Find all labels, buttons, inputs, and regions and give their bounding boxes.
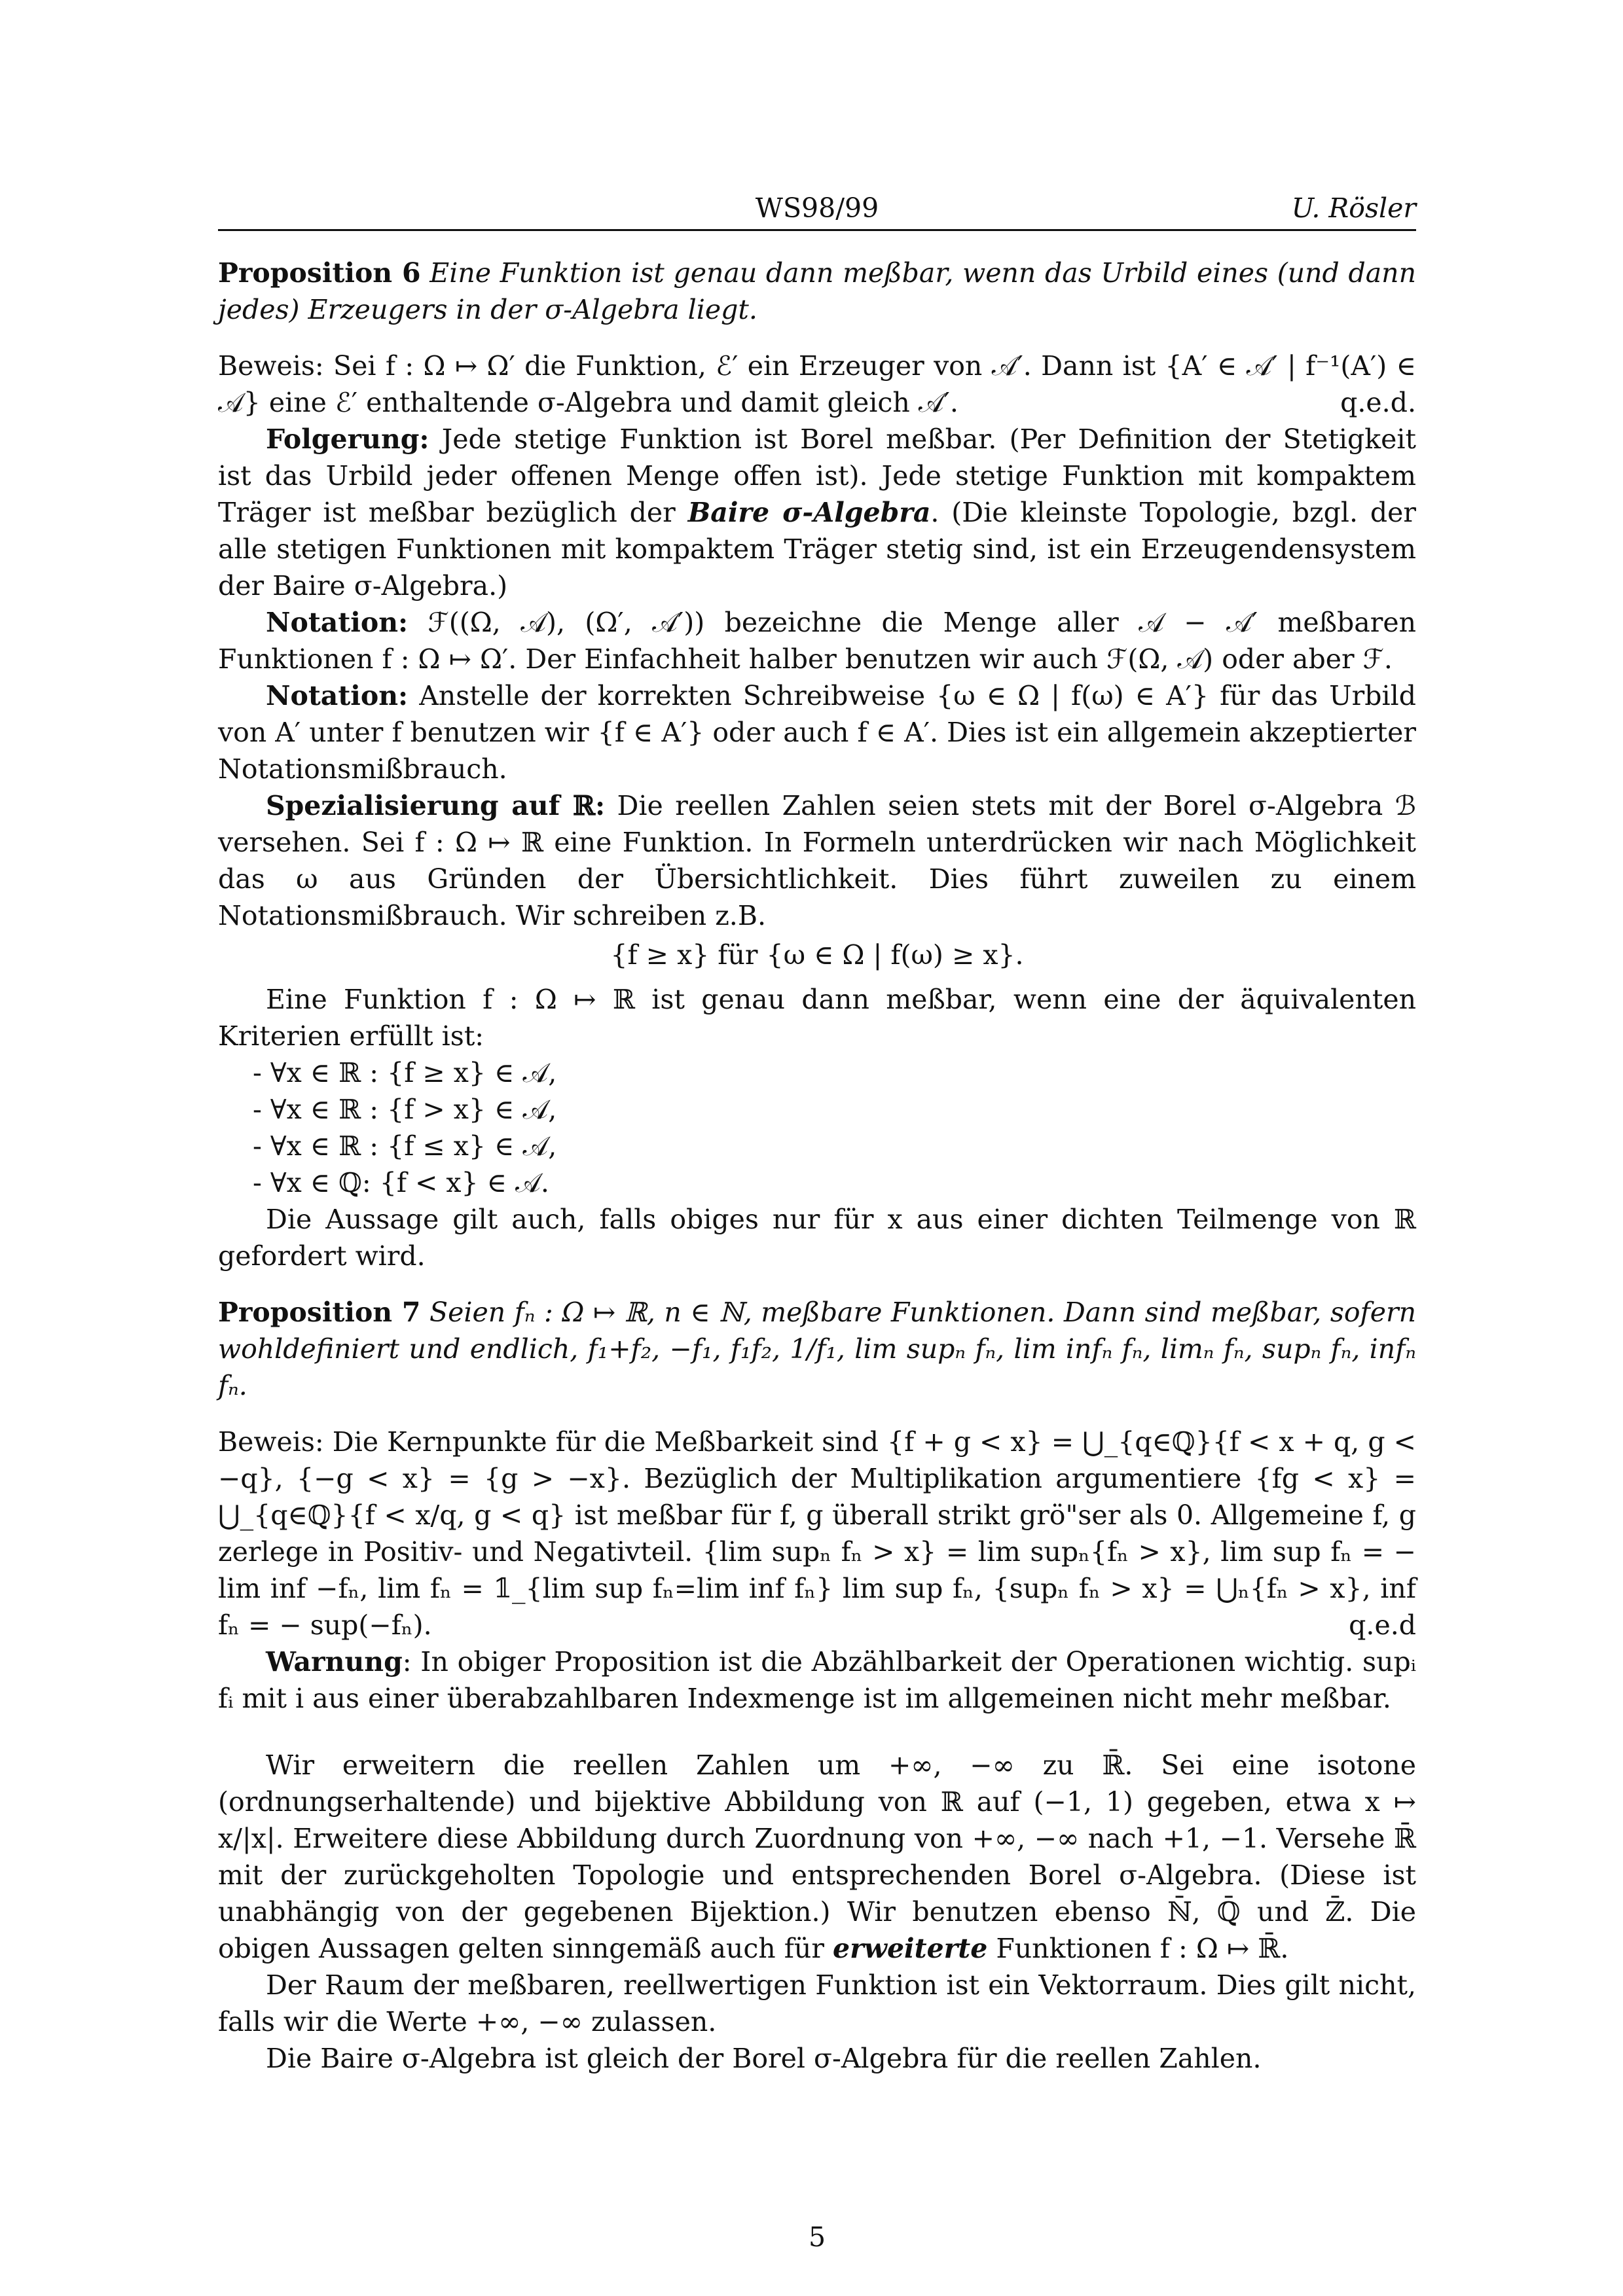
notation-1-text: ℱ((Ω, 𝒜), (Ω′, 𝒜′)) bezeichne die Menge aller 𝒜 − 𝒜′ meßbaren Funktionen f : Ω ↦ Ω′. Der Einfachheit halber benutzen wir auch ℱ(Ω, 𝒜) oder aber ℱ.	[218, 607, 1416, 675]
criteria-list	[253, 1054, 1416, 1201]
folgerung-text-1: Jede stetige Funktion ist Borel meßbar. (Per Definition der Stetigkeit ist das Urbild jeder offenen Menge offen ist). Jede stetige Funktion mit kompaktem Träger ist meßbar bezüglich der	[218, 423, 1416, 528]
criteria-outro: Die Aussage gilt auch, falls obiges nur für x aus einer dichten Teilmenge von ℝ gefordert wird.	[218, 1204, 1416, 1272]
proof-6-text: Beweis: Sei f : Ω ↦ Ω′ die Funktion, ℰ′ ein Erzeuger von 𝒜′. Dann ist {A′ ∈ 𝒜′ | f⁻¹(A′) ∈ 𝒜} eine ℰ′ enthaltende σ-Algebra und damit gleich 𝒜′.	[218, 350, 1416, 418]
running-header	[218, 190, 1416, 231]
notation-2-label: Notation:	[266, 680, 409, 711]
spezialisierung	[218, 787, 1416, 934]
baire-term: Baire σ-Algebra	[687, 497, 931, 528]
erweiterte-term: erweiterte	[832, 1933, 988, 1964]
proof-6-qed: q.e.d.	[1340, 387, 1416, 418]
folgerung-label: Folgerung:	[266, 423, 429, 455]
notation-2	[218, 677, 1416, 787]
criteria-item: - ∀x ∈ ℝ : {f ≥ x} ∈ 𝒜,	[253, 1057, 557, 1088]
folgerung	[218, 421, 1416, 604]
proposition-7	[218, 1294, 1416, 1404]
proposition-7-label: Proposition 7	[218, 1297, 421, 1328]
extended-reals	[218, 1747, 1416, 1967]
criteria-item: - ∀x ∈ ℝ : {f ≤ x} ∈ 𝒜,	[253, 1130, 557, 1162]
spezialisierung-label: Spezialisierung auf ℝ:	[266, 790, 606, 821]
folgerung-text-2: . (Die kleinste Topologie, bzgl. der alle stetigen Funktionen mit kompaktem Träger stetig sind, ist ein Erzeugendensystem der Baire σ-Algebra.)	[218, 497, 1416, 601]
warnung-label: Warnung	[266, 1646, 403, 1677]
extended-text-1: Wir erweitern die reellen Zahlen um +∞, −∞ zu ℝ̄. Sei eine isotone (ordnungserhaltende) und bijektive Abbildung von ℝ auf (−1, 1) gegeben, etwa x ↦ x/|x|. Erweitere diese Abbildung durch Zuordnung von +∞, −∞ nach +1, −1. Versehe ℝ̄ mit der zurückgeholten Topologie und entsprechenden Borel σ-Algebra. (Diese ist unabhängig von der gegebenen Bijektion.) Wir benutzen ebenso ℕ̄, ℚ̄ und ℤ̄. Die obigen Aussagen gelten sinngemäß auch für	[218, 1749, 1416, 1964]
proof-6	[218, 348, 1416, 421]
proof-7-text: Beweis: Die Kernpunkte für die Meßbarkeit sind {f + g < x} = ⋃_{q∈ℚ}{f < x + q, g < −q}, {−g < x} = {g > −x}. Bezüglich der Multiplikation argumentiere {fg < x} = ⋃_{q∈ℚ}{f < x/q, g < q} ist meßbar für f, g überall strikt grö"ser als 0. Allgemeine f, g zerlege in Positiv- und Negativteil. {lim supₙ fₙ > x} = lim supₙ{fₙ > x}, lim sup fₙ = − lim inf −fₙ, lim fₙ = 𝟙_{lim sup fₙ=lim inf fₙ} lim sup fₙ, {supₙ fₙ > x} = ⋃ₙ{fₙ > x}, inf fₙ = − sup(−fₙ).	[218, 1426, 1416, 1641]
extended-text-2: Funktionen f : Ω ↦ ℝ̄.	[996, 1933, 1289, 1964]
page-number: 5	[808, 2221, 826, 2253]
criteria-item: - ∀x ∈ ℝ : {f > x} ∈ 𝒜,	[253, 1094, 557, 1125]
proposition-6-statement: Eine Funktion ist genau dann meßbar, wenn das Urbild eines (und dann jedes) Erzeugers in der σ-Algebra liegt.	[218, 257, 1416, 325]
header-author: U. Rösler	[1291, 192, 1416, 224]
header-course: WS98/99	[755, 192, 879, 224]
display-formula: {f ≥ x} für {ω ∈ Ω | f(ω) ≥ x}.	[610, 939, 1024, 971]
baire-borel-note: Die Baire σ-Algebra ist gleich der Borel σ-Algebra für die reellen Zahlen.	[266, 2043, 1262, 2074]
criteria-intro: Eine Funktion f : Ω ↦ ℝ ist genau dann meßbar, wenn eine der äquivalenten Kriterien erfüllt ist:	[218, 984, 1416, 1052]
warnung	[218, 1643, 1416, 1717]
notation-1	[218, 604, 1416, 677]
proposition-6	[218, 255, 1416, 328]
proposition-6-label: Proposition 6	[218, 257, 421, 289]
notation-2-text: Anstelle der korrekten Schreibweise {ω ∈ Ω | f(ω) ∈ A′} für das Urbild von A′ unter f benutzen wir {f ∈ A′} oder auch f ∈ A′. Dies ist ein allgemein akzeptierter Notationsmißbrauch.	[218, 680, 1416, 785]
warnung-text: : In obiger Proposition ist die Abzählbarkeit der Operationen wichtig. supᵢ fᵢ mit i aus einer überabzahlbaren Indexmenge ist im allgemeinen nicht mehr meßbar.	[218, 1646, 1416, 1714]
page-body	[218, 190, 1416, 2253]
proof-7	[218, 1424, 1416, 1643]
criteria-item: - ∀x ∈ ℚ: {f < x} ∈ 𝒜.	[253, 1167, 549, 1198]
notation-1-label: Notation:	[266, 607, 409, 638]
spezialisierung-text: Die reellen Zahlen seien stets mit der Borel σ-Algebra ℬ versehen. Sei f : Ω ↦ ℝ eine Funktion. In Formeln unterdrücken wir nach Möglichkeit das ω aus Gründen der Übersichtlichkeit. Dies führt zuweilen zu einem Notationsmißbrauch. Wir schreiben z.B.	[218, 790, 1416, 931]
proposition-7-statement: Seien fₙ : Ω ↦ ℝ, n ∈ ℕ, meßbare Funktionen. Dann sind meßbar, sofern wohldefiniert und endlich, f₁+f₂, −f₁, f₁f₂, 1/f₁, lim supₙ fₙ, lim infₙ fₙ, limₙ fₙ, supₙ fₙ, infₙ fₙ.	[218, 1297, 1416, 1401]
vector-space-note: Der Raum der meßbaren, reellwertigen Funktion ist ein Vektorraum. Dies gilt nicht, falls wir die Werte +∞, −∞ zulassen.	[218, 1969, 1416, 2037]
proof-7-qed: q.e.d	[1349, 1609, 1416, 1641]
